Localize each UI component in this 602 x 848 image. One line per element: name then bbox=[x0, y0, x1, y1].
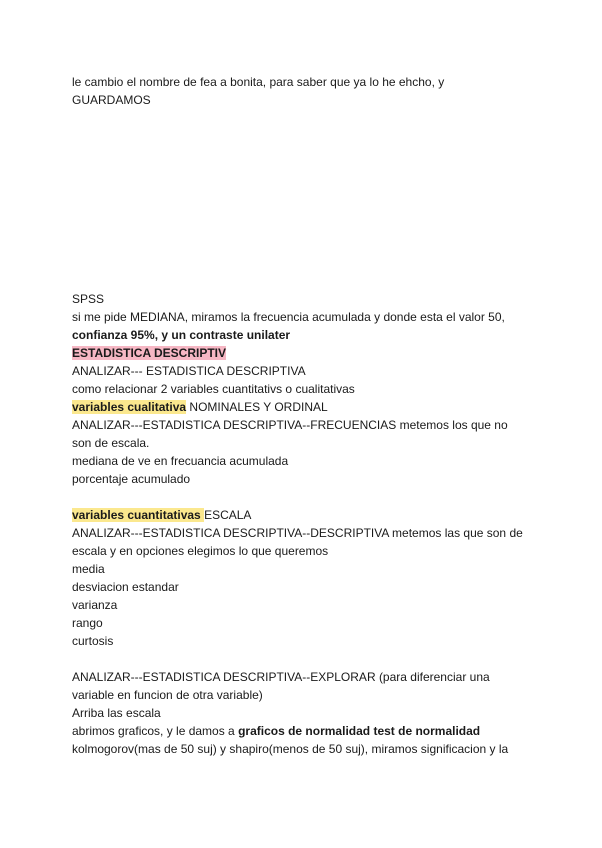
explorar-line-2: variable en funcion de otra variable) bbox=[72, 688, 263, 702]
frecuencias-line-2: son de escala. bbox=[72, 436, 150, 450]
porcentaje-line: porcentaje acumulado bbox=[72, 472, 191, 486]
confianza-line: confianza 95%, y un contraste unilater bbox=[72, 328, 291, 342]
var-cualitativa-rest: NOMINALES Y ORDINAL bbox=[186, 400, 328, 414]
kolmogorov-line: kolmogorov(mas de 50 suj) y shapiro(menos de 50 suj), miramos significacion y la bbox=[72, 742, 509, 756]
mediana-line: si me pide MEDIANA, miramos la frecuencia acumulada y donde esta el valor 50, bbox=[72, 310, 505, 324]
list-item: rango bbox=[72, 616, 103, 630]
var-cuantitativa-highlight: variables cuantitativas bbox=[72, 508, 205, 522]
var-cualitativa-highlight: variables cualitativa bbox=[72, 400, 187, 414]
arriba-line: Arriba las escala bbox=[72, 706, 161, 720]
descriptiva-line-2: escala y en opciones elegimos lo que queremos bbox=[72, 544, 329, 558]
mediana-frec-line: mediana de ve en frecuancia acumulada bbox=[72, 454, 289, 468]
var-cualitativa-line bbox=[72, 399, 328, 415]
list-item: curtosis bbox=[72, 634, 114, 648]
list-item: media bbox=[72, 562, 105, 576]
analizar-est-line: ANALIZAR--- ESTADISTICA DESCRIPTIVA bbox=[72, 364, 306, 378]
intro-line-1: le cambio el nombre de fea a bonita, para saber que ya lo he ehcho, y bbox=[72, 75, 445, 89]
intro-line-2: GUARDAMOS bbox=[72, 93, 151, 107]
frecuencias-line-1: ANALIZAR---ESTADISTICA DESCRIPTIVA--FRECUENCIAS metemos los que no bbox=[72, 418, 508, 432]
spss-line: SPSS bbox=[72, 292, 105, 306]
list-item: varianza bbox=[72, 598, 118, 612]
relacionar-line: como relacionar 2 variables cuantitativs o cualitativas bbox=[72, 382, 355, 396]
est-desc-highlight: ESTADISTICA DESCRIPTIV bbox=[72, 346, 227, 360]
explorar-line-1: ANALIZAR---ESTADISTICA DESCRIPTIVA--EXPLORAR (para diferenciar una bbox=[72, 670, 490, 684]
est-desc-heading bbox=[72, 345, 226, 361]
var-cuantitativa-line bbox=[72, 507, 251, 523]
var-cuantitativa-rest: ESCALA bbox=[204, 508, 252, 522]
abrimos-text: abrimos graficos, y le damos a bbox=[72, 724, 239, 738]
descriptiva-line-1: ANALIZAR---ESTADISTICA DESCRIPTIVA--DESCRIPTIVA metemos las que son de bbox=[72, 526, 523, 540]
list-item: desviacion estandar bbox=[72, 580, 179, 594]
abrimos-bold: graficos de normalidad test de normalidad bbox=[238, 724, 481, 738]
abrimos-line bbox=[72, 723, 480, 739]
